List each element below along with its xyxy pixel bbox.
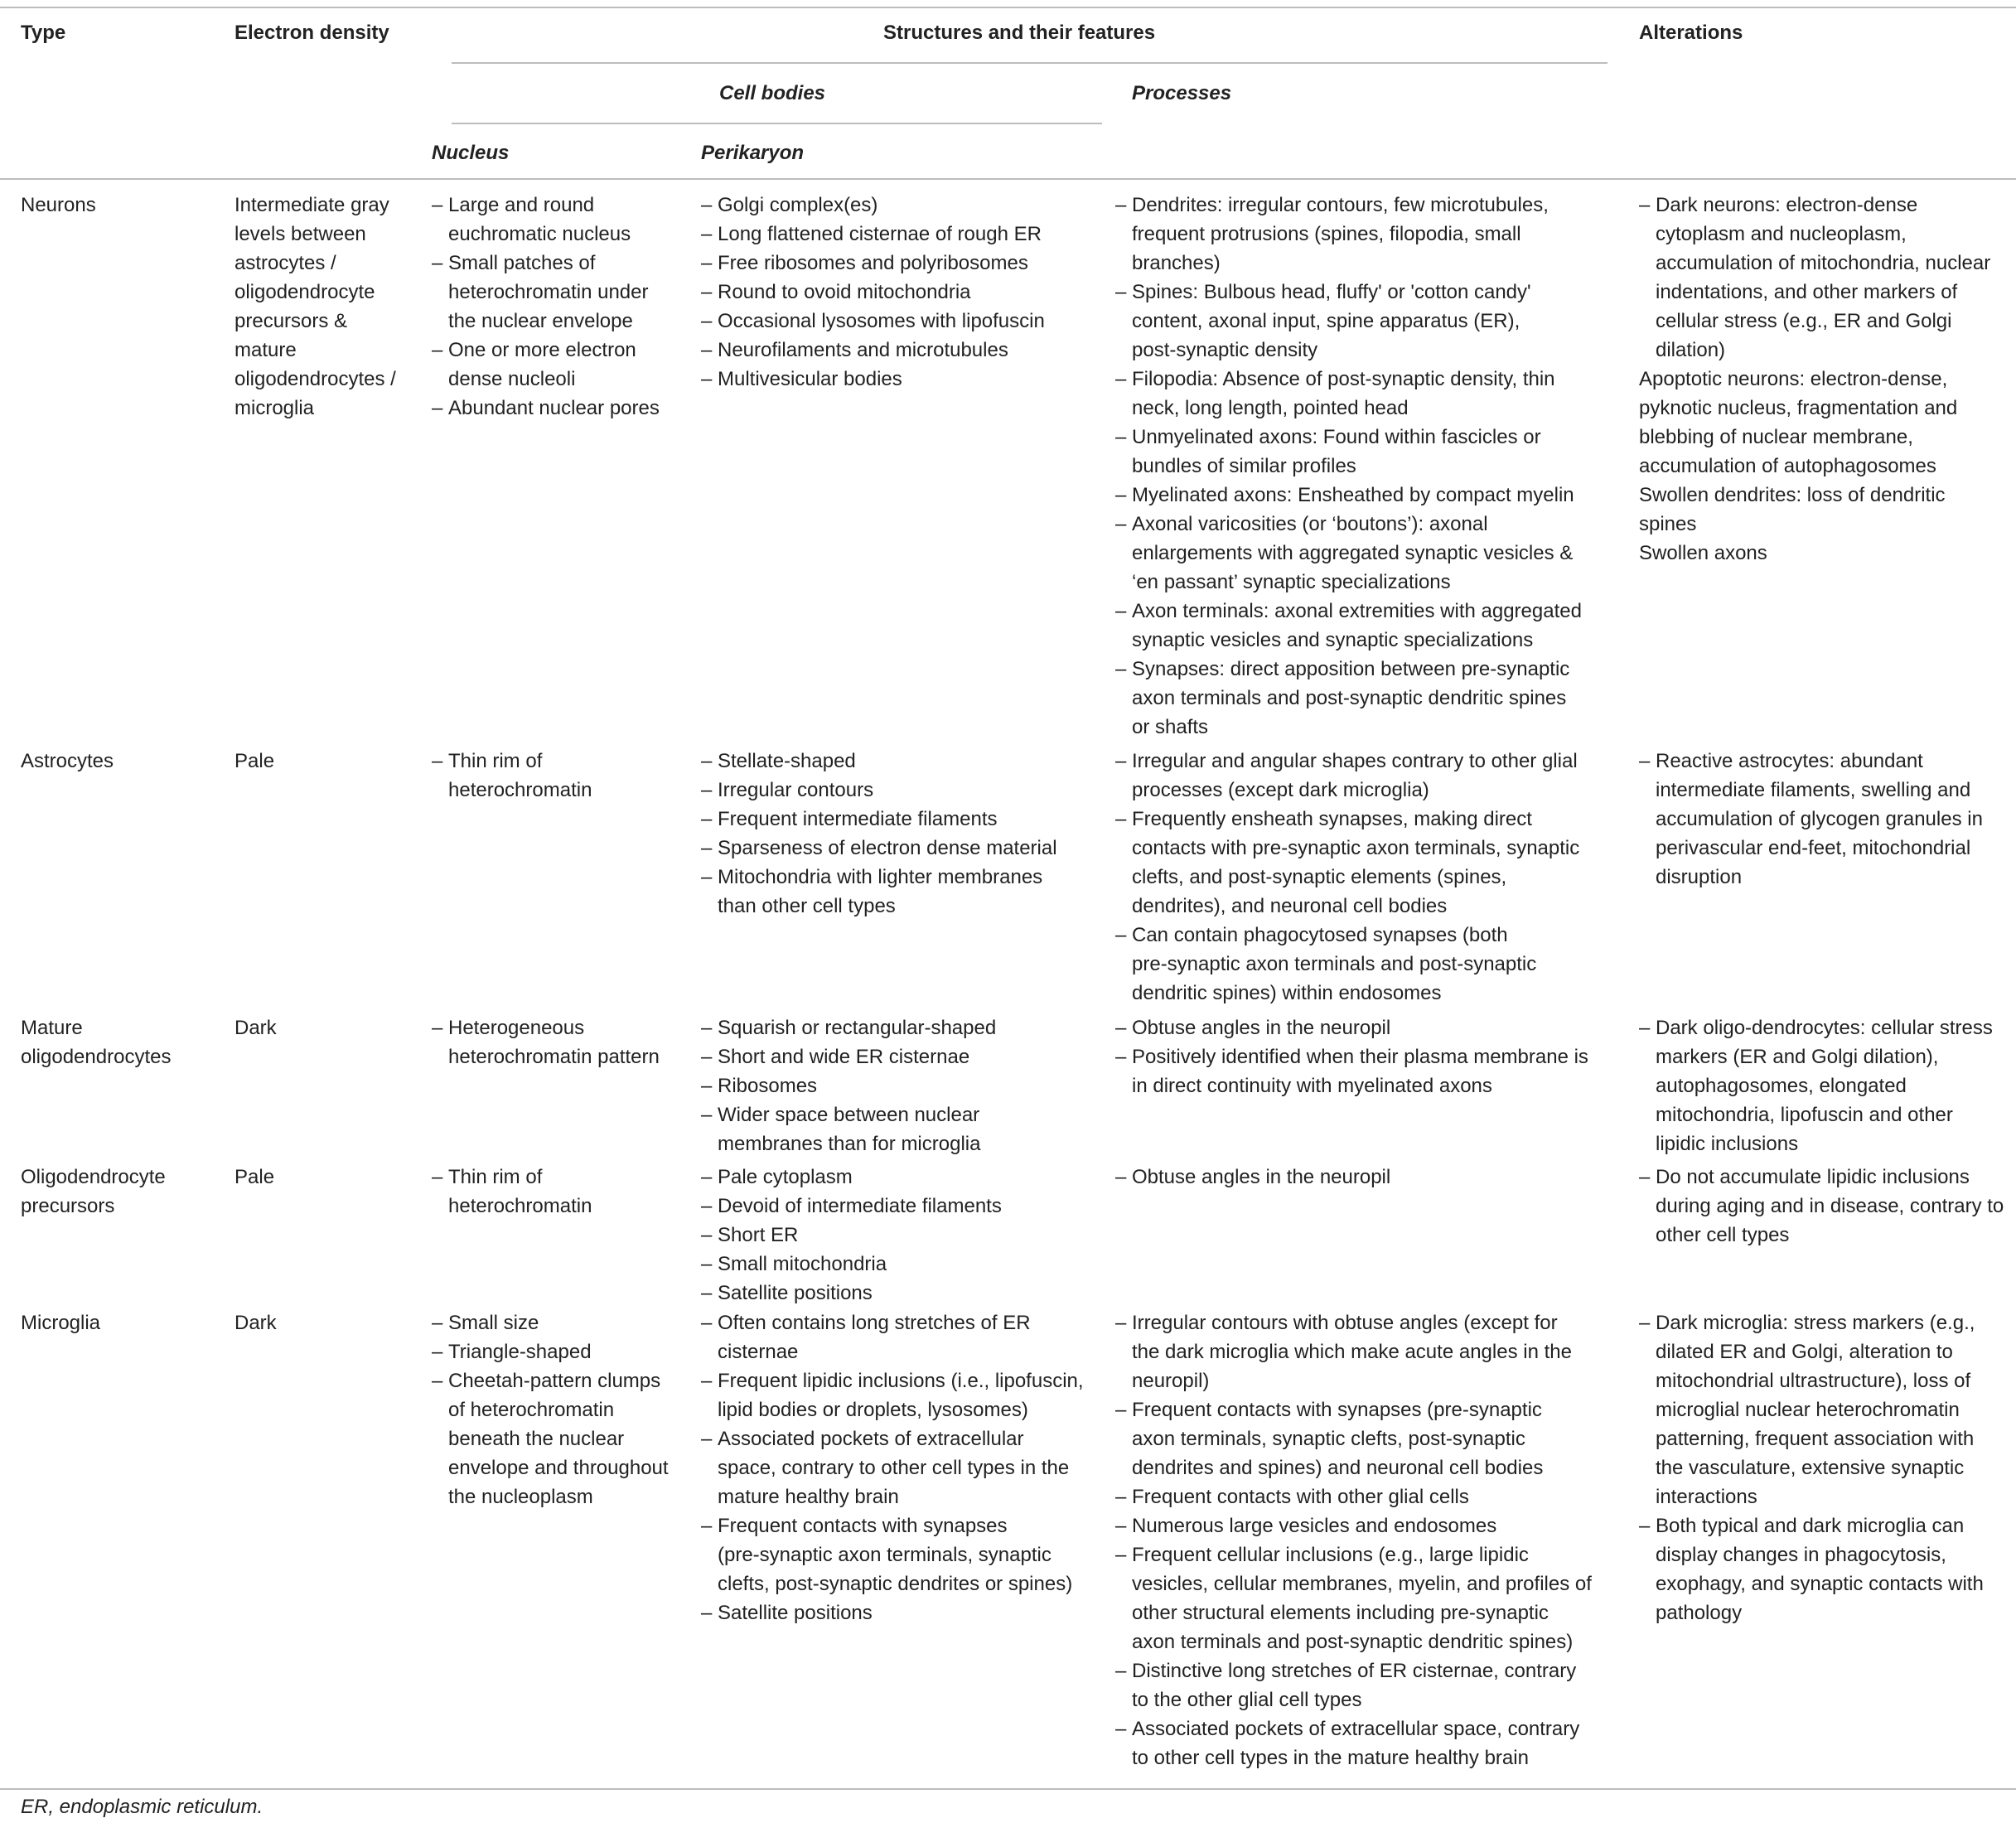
bullet-line: heterochromatin under	[448, 281, 649, 303]
bullet-item	[701, 1163, 1002, 1192]
bullet-item	[701, 1013, 996, 1042]
bullet-line: – Cheetah-pattern clumps	[448, 1370, 661, 1392]
bullet-line: dendritic spines) within endosomes	[1132, 982, 1442, 1004]
bullet-line: – Frequent cellular inclusions (e.g., large lipidic	[1132, 1544, 1529, 1566]
bullet-line: accumulation of glycogen granules in	[1656, 808, 1983, 830]
cell-line: Microglia	[21, 1312, 101, 1334]
bullet-line: frequent protrusions (spines, filopodia, small	[1132, 223, 1521, 245]
bullet-line: – Associated pockets of extracellular	[718, 1428, 1024, 1450]
density-cell	[234, 747, 274, 776]
bullet-line: – Small mitochondria	[718, 1253, 887, 1275]
bullet-line: mitochondrial ultrastructure), loss of	[1656, 1370, 1971, 1392]
bullet-item	[701, 1250, 1002, 1279]
cell-line: Pale	[234, 1166, 275, 1188]
bullet-item	[701, 1221, 1002, 1250]
bullet-item	[701, 805, 1057, 834]
bullet-line: the dark microglia which make acute angles in the	[1132, 1341, 1572, 1363]
bullet-line: – Small patches of	[448, 252, 596, 274]
bullet-line: bundles of similar profiles	[1132, 455, 1356, 477]
bullet-item	[701, 1511, 1084, 1598]
cell-line: Oligodendrocyte	[21, 1166, 166, 1188]
bullet-line: – Triangle-shaped	[448, 1341, 592, 1363]
bullet-line: the vasculature, extensive synaptic	[1656, 1457, 1965, 1479]
alterations-cell	[1639, 191, 1990, 365]
bullet-item	[1115, 1308, 1592, 1395]
bullet-line: neuropil)	[1132, 1370, 1210, 1392]
bullet-line: interactions	[1656, 1486, 1757, 1508]
bullet-line: neck, long length, pointed head	[1132, 397, 1409, 419]
density-cell	[234, 1308, 277, 1337]
bullet-line: exophagy, and synaptic contacts with	[1656, 1573, 1984, 1595]
bullet-item	[1639, 1511, 1984, 1627]
alterations-extra	[1639, 365, 1957, 568]
type-cell	[21, 747, 114, 776]
bullet-line: mitochondria, lipofuscin and other	[1656, 1104, 1953, 1126]
bullet-line: ‘en passant’ synaptic specializations	[1132, 571, 1451, 593]
bullet-line: dense nucleoli	[448, 368, 576, 390]
bullet-line: – Spines: Bulbous head, fluffy' or 'cotton candy'	[1132, 281, 1531, 303]
cell-line: Neurons	[21, 194, 96, 216]
bullet-item	[1115, 747, 1579, 805]
bullet-line: – Frequently ensheath synapses, making direct	[1132, 808, 1532, 830]
bullet-line: envelope and throughout	[448, 1457, 669, 1479]
bullet-item	[1115, 510, 1582, 597]
nucleus-cell	[432, 1308, 669, 1511]
bullet-line: – Mitochondria with lighter membranes	[718, 866, 1043, 888]
header-processes: Processes	[1132, 82, 1232, 104]
bullet-line: cisternae	[718, 1341, 799, 1363]
bullet-item	[1115, 655, 1582, 742]
bullet-line: – Dark oligo-dendrocytes: cellular stress	[1656, 1017, 1993, 1039]
processes-cell	[1115, 747, 1579, 1008]
cell-line: levels between	[234, 223, 366, 245]
bullet-line: – Thin rim of	[448, 1166, 543, 1188]
bullet-line: branches)	[1132, 252, 1221, 274]
footnote: ER, endoplasmic reticulum.	[21, 1796, 263, 1818]
cell-line: Astrocytes	[21, 750, 114, 772]
bullet-line: pathology	[1656, 1602, 1743, 1624]
bullet-item	[701, 1424, 1084, 1511]
bullet-line: content, axonal input, spine apparatus (ER),	[1132, 310, 1520, 332]
bullet-line: heterochromatin	[448, 1195, 592, 1217]
bullet-line: – Sparseness of electron dense material	[718, 837, 1057, 859]
bullet-line: mature healthy brain	[718, 1486, 899, 1508]
bullet-item	[701, 365, 1045, 394]
bullet-line: – Frequent intermediate filaments	[718, 808, 998, 830]
bullet-item	[432, 1337, 669, 1366]
bullet-item	[1115, 1540, 1592, 1656]
bullet-line: – Ribosomes	[718, 1075, 818, 1097]
processes-cell	[1115, 191, 1582, 742]
bullet-line: axon terminals and post-synaptic dendritic spines	[1132, 687, 1567, 709]
cell-line: Intermediate gray	[234, 194, 389, 216]
alterations-cell	[1639, 747, 1983, 892]
bullet-line: – Golgi complex(es)	[718, 194, 878, 216]
perikaryon-cell	[701, 1308, 1084, 1627]
bullet-line: – Myelinated axons: Ensheathed by compact myelin	[1132, 484, 1574, 506]
bullet-line: post-synaptic density	[1132, 339, 1318, 361]
cell-line: oligodendrocytes /	[234, 368, 396, 390]
bullet-line: the nuclear envelope	[448, 310, 633, 332]
bullet-item	[701, 336, 1045, 365]
header-type: Type	[21, 22, 66, 44]
bullet-item	[1115, 1714, 1592, 1772]
header-nucleus: Nucleus	[432, 142, 510, 164]
cell-line: spines	[1639, 513, 1697, 535]
bullet-item	[701, 1192, 1002, 1221]
perikaryon-cell	[701, 1163, 1002, 1308]
bullet-line: – Long flattened cisternae of rough ER	[718, 223, 1042, 245]
perikaryon-cell	[701, 191, 1045, 394]
bullet-line: – Pale cytoplasm	[718, 1166, 853, 1188]
nucleus-cell	[432, 1163, 592, 1221]
bullet-item	[1115, 1656, 1592, 1714]
bullet-item	[701, 1071, 996, 1100]
bullet-line: – Obtuse angles in the neuropil	[1132, 1017, 1391, 1039]
bullet-line: to the other glial cell types	[1132, 1689, 1362, 1711]
bullet-line: – Satellite positions	[718, 1602, 873, 1624]
bullet-line: – Axonal varicosities (or ‘boutons’): axonal	[1132, 513, 1488, 535]
bullet-line: pre-synaptic axon terminals and post-synaptic	[1132, 953, 1537, 975]
bullet-line: – Heterogeneous	[448, 1017, 585, 1039]
bullet-item	[432, 249, 660, 336]
bullet-line: cytoplasm and nucleoplasm,	[1656, 223, 1907, 245]
nucleus-cell	[432, 1013, 660, 1071]
bullet-line: during aging and in disease, contrary to	[1656, 1195, 2004, 1217]
processes-cell	[1115, 1308, 1592, 1772]
bullet-item	[1115, 481, 1582, 510]
bullet-item	[432, 1366, 669, 1511]
bullet-line: dendrites), and neuronal cell bodies	[1132, 895, 1448, 917]
header-alterations: Alterations	[1639, 22, 1743, 44]
alterations-cell	[1639, 1163, 2004, 1250]
bullet-line: – Frequent contacts with synapses	[718, 1515, 1008, 1537]
bullet-line: – Irregular and angular shapes contrary to other glial	[1132, 750, 1578, 772]
bullet-line: dilated ER and Golgi, alteration to	[1656, 1341, 1953, 1363]
bullet-item	[1115, 805, 1579, 921]
header-structures: Structures and their features	[883, 22, 1156, 44]
bullet-line: – Associated pockets of extracellular space, contrary	[1132, 1718, 1580, 1740]
cell-line: oligodendrocytes	[21, 1046, 172, 1068]
header-cell-bodies: Cell bodies	[719, 82, 826, 104]
bullet-line: – Both typical and dark microglia can	[1656, 1515, 1965, 1537]
bullet-item	[1115, 423, 1582, 481]
processes-cell	[1115, 1163, 1390, 1192]
bullet-line: patterning, frequent association with	[1656, 1428, 1975, 1450]
bullet-line: – Obtuse angles in the neuropil	[1132, 1166, 1391, 1188]
bullet-item	[432, 394, 660, 423]
structures-rule	[452, 62, 1607, 64]
cell-line: mature	[234, 339, 297, 361]
bullet-item	[701, 747, 1057, 776]
bullet-line: – Frequent contacts with other glial cells	[1132, 1486, 1469, 1508]
bullet-line: – Squarish or rectangular-shaped	[718, 1017, 997, 1039]
bullet-item	[432, 747, 592, 805]
bullet-line: lipid bodies or droplets, lysosomes)	[718, 1399, 1028, 1421]
bullet-line: cellular stress (e.g., ER and Golgi	[1656, 310, 1952, 332]
bullet-item	[701, 1598, 1084, 1627]
bullet-item	[701, 776, 1057, 805]
bullet-item	[1639, 1013, 1993, 1158]
bullet-line: – Irregular contours	[718, 779, 874, 801]
bullet-line: heterochromatin	[448, 779, 592, 801]
header-electron-density: Electron density	[234, 22, 389, 44]
bullet-line: – One or more electron	[448, 339, 636, 361]
bullet-line: of heterochromatin	[448, 1399, 615, 1421]
bullet-item	[701, 278, 1045, 307]
bullet-item	[1115, 1395, 1592, 1482]
bullet-item	[1115, 1163, 1390, 1192]
type-cell	[21, 1013, 171, 1071]
bullet-line: clefts, post-synaptic dendrites or spines)	[718, 1573, 1073, 1595]
cell-line: Dark	[234, 1312, 277, 1334]
perikaryon-cell	[701, 1013, 996, 1158]
bullet-line: euchromatic nucleus	[448, 223, 631, 245]
cell-line: Swollen axons	[1639, 542, 1767, 564]
bullet-line: – Short and wide ER cisternae	[718, 1046, 970, 1068]
bullet-line: – Round to ovoid mitochondria	[718, 281, 971, 303]
bullet-line: or shafts	[1132, 716, 1209, 738]
bullet-line: than other cell types	[718, 895, 896, 917]
bullet-line: – Filopodia: Absence of post-synaptic density, thin	[1132, 368, 1555, 390]
bullet-line: synaptic vesicles and synaptic specializations	[1132, 629, 1534, 651]
cell-line: precursors	[21, 1195, 115, 1217]
bullet-line: dilation)	[1656, 339, 1726, 361]
bullet-line: dendrites and spines) and neuronal cell bodies	[1132, 1457, 1544, 1479]
bullet-item	[1115, 1013, 1588, 1042]
cell-line: astrocytes /	[234, 252, 336, 274]
bullet-line: – Often contains long stretches of ER	[718, 1312, 1031, 1334]
bullet-item	[701, 1279, 1002, 1308]
nucleus-cell	[432, 191, 660, 423]
bullet-line: autophagosomes, elongated	[1656, 1075, 1907, 1097]
header-perikaryon: Perikaryon	[701, 142, 805, 164]
bullet-item	[1115, 921, 1579, 1008]
bullet-line: – Axon terminals: axonal extremities with aggregated	[1132, 600, 1582, 622]
cell-line: Apoptotic neurons: electron-dense,	[1639, 368, 1948, 390]
bullet-item	[1115, 278, 1582, 365]
cell-line: Mature	[21, 1017, 83, 1039]
bullet-item	[432, 1013, 660, 1071]
bullet-item	[701, 1100, 996, 1158]
bullet-line: membranes than for microglia	[718, 1133, 981, 1155]
bullet-line: enlargements with aggregated synaptic vesicles &	[1132, 542, 1574, 564]
bullet-line: space, contrary to other cell types in the	[718, 1457, 1070, 1479]
bullet-line: – Occasional lysosomes with lipofuscin	[718, 310, 1045, 332]
bullet-line: – Dark neurons: electron-dense	[1656, 194, 1918, 216]
bullet-item	[1115, 1511, 1592, 1540]
cell-line: Pale	[234, 750, 275, 772]
bullet-line: – Short ER	[718, 1224, 799, 1246]
bullet-line: microglial nuclear heterochromatin	[1656, 1399, 1960, 1421]
bullet-line: – Neurofilaments and microtubules	[718, 339, 1008, 361]
bullet-line: – Wider space between nuclear	[718, 1104, 980, 1126]
bullet-item	[701, 1042, 996, 1071]
bullet-line: – Thin rim of	[448, 750, 543, 772]
bullet-line: axon terminals and post-synaptic dendritic spines)	[1132, 1631, 1574, 1653]
bullet-line: – Free ribosomes and polyribosomes	[718, 252, 1028, 274]
bullet-line: – Distinctive long stretches of ER cisternae, contrary	[1132, 1660, 1577, 1682]
cell-line: blebbing of nuclear membrane,	[1639, 426, 1913, 448]
bullet-line: – Unmyelinated axons: Found within fascicles or	[1132, 426, 1541, 448]
bullet-item	[432, 191, 660, 249]
bullet-line: intermediate filaments, swelling and	[1656, 779, 1971, 801]
bullet-line: – Numerous large vesicles and endosomes	[1132, 1515, 1497, 1537]
bullet-line: vesicles, cellular membranes, myelin, and profiles of	[1132, 1573, 1592, 1595]
alterations-cell	[1639, 1013, 1993, 1158]
bullet-line: (pre-synaptic axon terminals, synaptic	[718, 1544, 1052, 1566]
cell-line: microglia	[234, 397, 315, 419]
bullet-line: processes (except dark microglia)	[1132, 779, 1429, 801]
bullet-line: the nucleoplasm	[448, 1486, 593, 1508]
bullet-line: to other cell types in the mature healthy brain	[1132, 1747, 1529, 1769]
cell-line: Swollen dendrites: loss of dendritic	[1639, 484, 1946, 506]
bullet-line: indentations, and other markers of	[1656, 281, 1958, 303]
alterations-cell	[1639, 1308, 1984, 1627]
bullet-item	[701, 1308, 1084, 1366]
type-cell	[21, 191, 96, 220]
bullet-line: lipidic inclusions	[1656, 1133, 1799, 1155]
bullet-line: – Positively identified when their plasma membrane is	[1132, 1046, 1588, 1068]
processes-cell	[1115, 1013, 1588, 1100]
bullet-line: contacts with pre-synaptic axon terminals, synaptic	[1132, 837, 1580, 859]
bullet-item	[432, 336, 660, 394]
density-cell	[234, 1163, 274, 1192]
type-cell	[21, 1163, 166, 1221]
bullet-item	[1115, 365, 1582, 423]
bullet-line: other structural elements including pre-synaptic	[1132, 1602, 1549, 1624]
bullet-item	[1115, 1482, 1592, 1511]
bullet-line: – Frequent contacts with synapses (pre-synaptic	[1132, 1399, 1542, 1421]
bullet-item	[701, 307, 1045, 336]
bullet-item	[701, 1366, 1084, 1424]
bullet-line: disruption	[1656, 866, 1743, 888]
bullet-line: – Devoid of intermediate filaments	[718, 1195, 1002, 1217]
density-cell	[234, 1013, 277, 1042]
bullet-line: – Small size	[448, 1312, 539, 1334]
bullet-line: – Frequent lipidic inclusions (i.e., lipofuscin,	[718, 1370, 1084, 1392]
cell-line: pyknotic nucleus, fragmentation and	[1639, 397, 1958, 419]
bullet-line: – Dark microglia: stress markers (e.g.,	[1656, 1312, 1975, 1334]
bullet-line: – Stellate-shaped	[718, 750, 856, 772]
bullet-line: – Reactive astrocytes: abundant	[1656, 750, 1923, 772]
bullet-item	[1639, 1308, 1984, 1511]
bullet-item	[1115, 1042, 1588, 1100]
bullet-item	[1115, 191, 1582, 278]
bullet-item	[701, 249, 1045, 278]
bullet-item	[701, 191, 1045, 220]
density-cell	[234, 191, 396, 423]
bullet-line: – Synapses: direct apposition between pre-synaptic	[1132, 658, 1570, 680]
bullet-line: heterochromatin pattern	[448, 1046, 660, 1068]
bullet-line: markers (ER and Golgi dilation),	[1656, 1046, 1939, 1068]
bullet-item	[701, 863, 1057, 921]
cell-line: Dark	[234, 1017, 277, 1039]
bullet-line: perivascular end-feet, mitochondrial	[1656, 837, 1971, 859]
bullet-line: axon terminals, synaptic clefts, post-synaptic	[1132, 1428, 1525, 1450]
bullet-line: – Do not accumulate lipidic inclusions	[1656, 1166, 1970, 1188]
bullet-item	[432, 1163, 592, 1221]
bullet-item	[1639, 191, 1990, 365]
bullet-line: – Can contain phagocytosed synapses (both	[1132, 924, 1508, 946]
bullet-item	[1639, 1163, 2004, 1250]
cell-line: precursors &	[234, 310, 348, 332]
table-top-rule	[0, 7, 2016, 8]
cell-line: oligodendrocyte	[234, 281, 375, 303]
bullet-item	[1115, 597, 1582, 655]
bullet-line: accumulation of mitochondria, nuclear	[1656, 252, 1991, 274]
bullet-line: – Dendrites: irregular contours, few microtubules,	[1132, 194, 1549, 216]
bullet-line: other cell types	[1656, 1224, 1790, 1246]
bullet-line: in direct continuity with myelinated axons	[1132, 1075, 1492, 1097]
bullet-item	[1639, 747, 1983, 892]
bullet-item	[701, 220, 1045, 249]
bullet-line: beneath the nuclear	[448, 1428, 625, 1450]
bullet-line: – Large and round	[448, 194, 595, 216]
bullet-line: – Satellite positions	[718, 1282, 873, 1304]
bullet-line: clefts, and post-synaptic elements (spines,	[1132, 866, 1507, 888]
bullet-item	[701, 834, 1057, 863]
table-bottom-rule	[0, 1788, 2016, 1790]
bullet-line: – Multivesicular bodies	[718, 368, 902, 390]
type-cell	[21, 1308, 100, 1337]
cell-line: accumulation of autophagosomes	[1639, 455, 1936, 477]
bullet-item	[432, 1308, 669, 1337]
bullet-line: – Irregular contours with obtuse angles (except for	[1132, 1312, 1558, 1334]
nucleus-cell	[432, 747, 592, 805]
bullet-line: display changes in phagocytosis,	[1656, 1544, 1946, 1566]
cell-bodies-rule	[452, 123, 1102, 124]
bullet-line: – Abundant nuclear pores	[448, 397, 660, 419]
perikaryon-cell	[701, 747, 1057, 921]
header-bottom-rule	[0, 178, 2016, 180]
